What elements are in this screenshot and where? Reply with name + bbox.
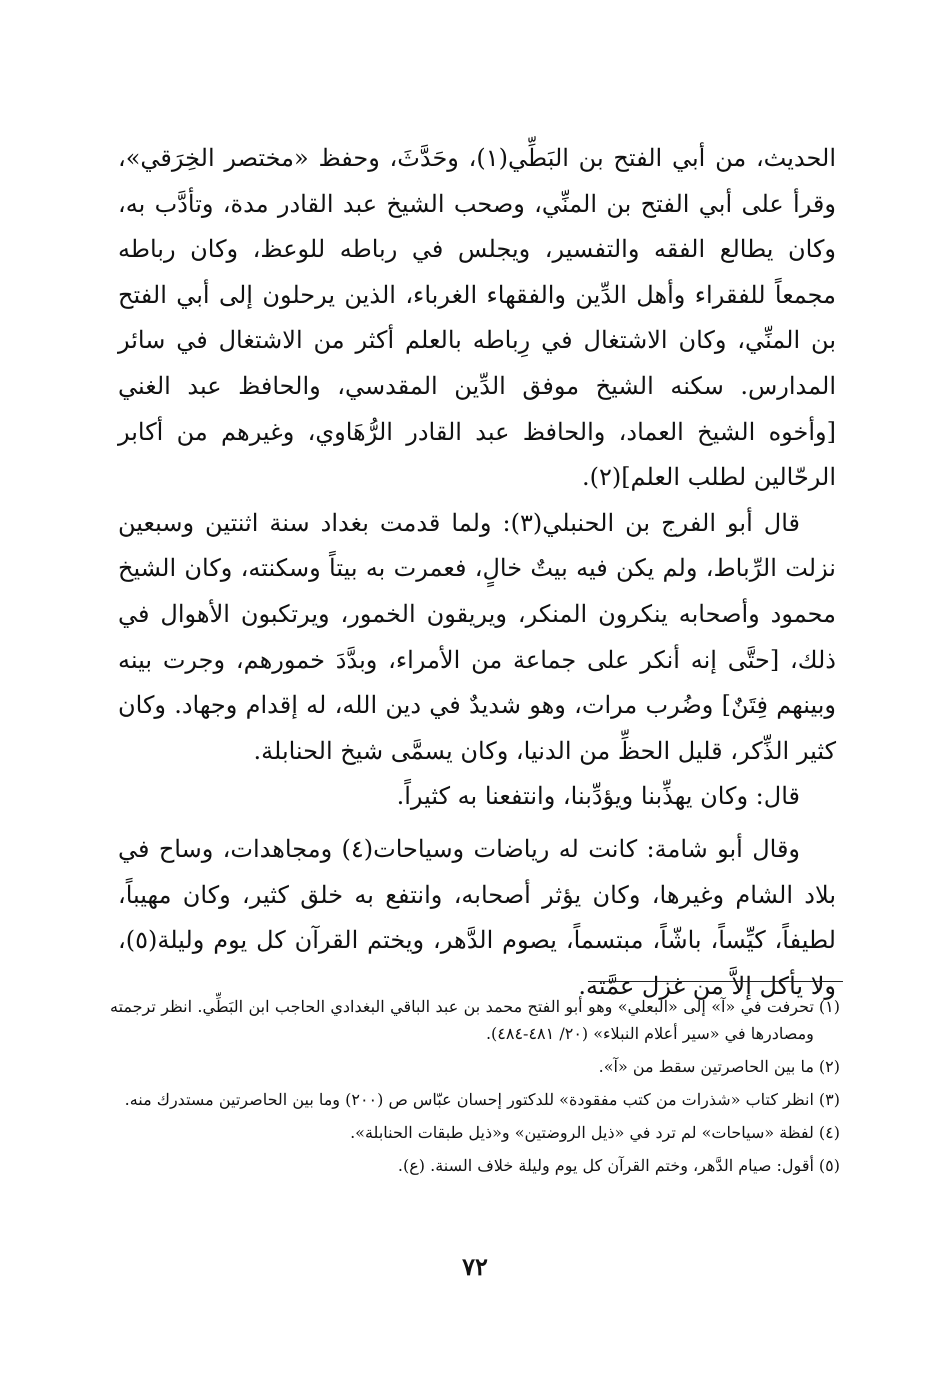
footnote-text: لفظة «سياحات» لم ترد في «ذيل الروضتين» و«ذيل طبقات الحنابلة». [350,1123,814,1142]
footnote-number: (٥) [818,1156,840,1175]
footnote-number: (٣) [818,1090,840,1109]
footnote-number: (٤) [818,1123,840,1142]
footnote-5 [110,1152,840,1179]
footnote-4 [110,1119,840,1146]
footnote-1 [110,993,840,1047]
footnotes [110,993,840,1185]
paragraph-1: الحديث، من أبي الفتح بن البَطِّي(١)، وحَدَّثَ، وحفظ «مختصر الخِرَقي»، وقرأ على أبي الفتح بن المنِّي، وصحب الشيخ عبد القادر مدة، وتأدَّب به، وكان يطالع الفقه والتفسير، ويجلس في رباطه للوعظ، وكان رباطه مجمعاً للفقراء وأهل الدِّين والفقهاء الغرباء، الذين يرحلون إلى أبي الفتح بن المنِّي، وكان الاشتغال في رِباطه بالعلم أكثر من الاشتغال في سائر المدارس. سكنه الشيخ موفق الدِّين المقدسي، والحافظ عبد الغني [وأخوه الشيخ العماد، والحافظ عبد القادر الرُّهَاوي، وغيرهم من أكابر الرحّالين لطلب العلم](٢). [118,144,837,492]
footnote-number: (٢) [818,1057,840,1076]
footnote-text: أقول: صيام الدَّهر، وختم القرآن كل يوم وليلة خلاف السنة. (ع). [397,1156,814,1175]
main-text [118,136,836,1009]
footnote-2 [110,1053,840,1080]
page-number: ٧٢ [462,1252,488,1281]
footnote-3 [110,1086,840,1113]
paragraph-2: قال أبو الفرج بن الحنبلي(٣): ولما قدمت بغداد سنة اثنتين وسبعين نزلت الرِّباط، ولم يكن فيه بيتٌ خالٍ، فعمرت به بيتاً وسكنته، وكان الشيخ محمود وأصحابه ينكرون المنكر، ويريقون الخمور، ويرتكبون الأهوال في ذلك، [حتَّى إنه أنكر على جماعة من الأمراء، وبدَّدَ خمورهم، وجرت بينه وبينهم فِتَنٌ] وضُرب مرات، وهو شديدٌ في دين الله، له إقدام وجهاد. وكان كثير الذِّكر، قليل الحظِّ من الدنيا، وكان يسمَّى شيخ الحنابلة. [118,508,836,765]
footnote-text: تحرفت في «آ» إلى «البعلي» وهو أبو الفتح محمد بن عبد الباقي البغدادي الحاجب ابن البَطِّي. انظر ترجمته ومصادرها في «سير أعلام النبلاء» (٢٠/ ٤٨١-٤٨٤). [110,997,814,1043]
paragraph-3: قال: وكان يهذِّبنا ويؤدِّبنا، وانتفعنا به كثيراً. [396,782,800,811]
footnote-number: (١) [818,997,840,1016]
paragraph-4: وقال أبو شامة: كانت له رياضات وسياحات(٤) ومجاهدات، وساح في بلاد الشام وغيرها، وكان يؤثر أصحابه، وانتفع به خلق كثير، وكان مهيباً، لطيفاً، كيِّساً، باشّاً، مبتسماً، يصوم الدَّهر، ويختم القرآن كل يوم وليلة(٥)، ولا يأكل إلاَّ من غزل عمَّته. [118,834,836,1000]
footnote-text: ما بين الحاصرتين سقط من «آ». [598,1057,814,1076]
footnote-divider [588,981,843,982]
footnote-text: انظر كتاب «شذرات من كتب مفقودة» للدكتور إحسان عبّاس ص (٢٠٠) وما بين الحاصرتين مستدرك منه. [124,1090,814,1109]
